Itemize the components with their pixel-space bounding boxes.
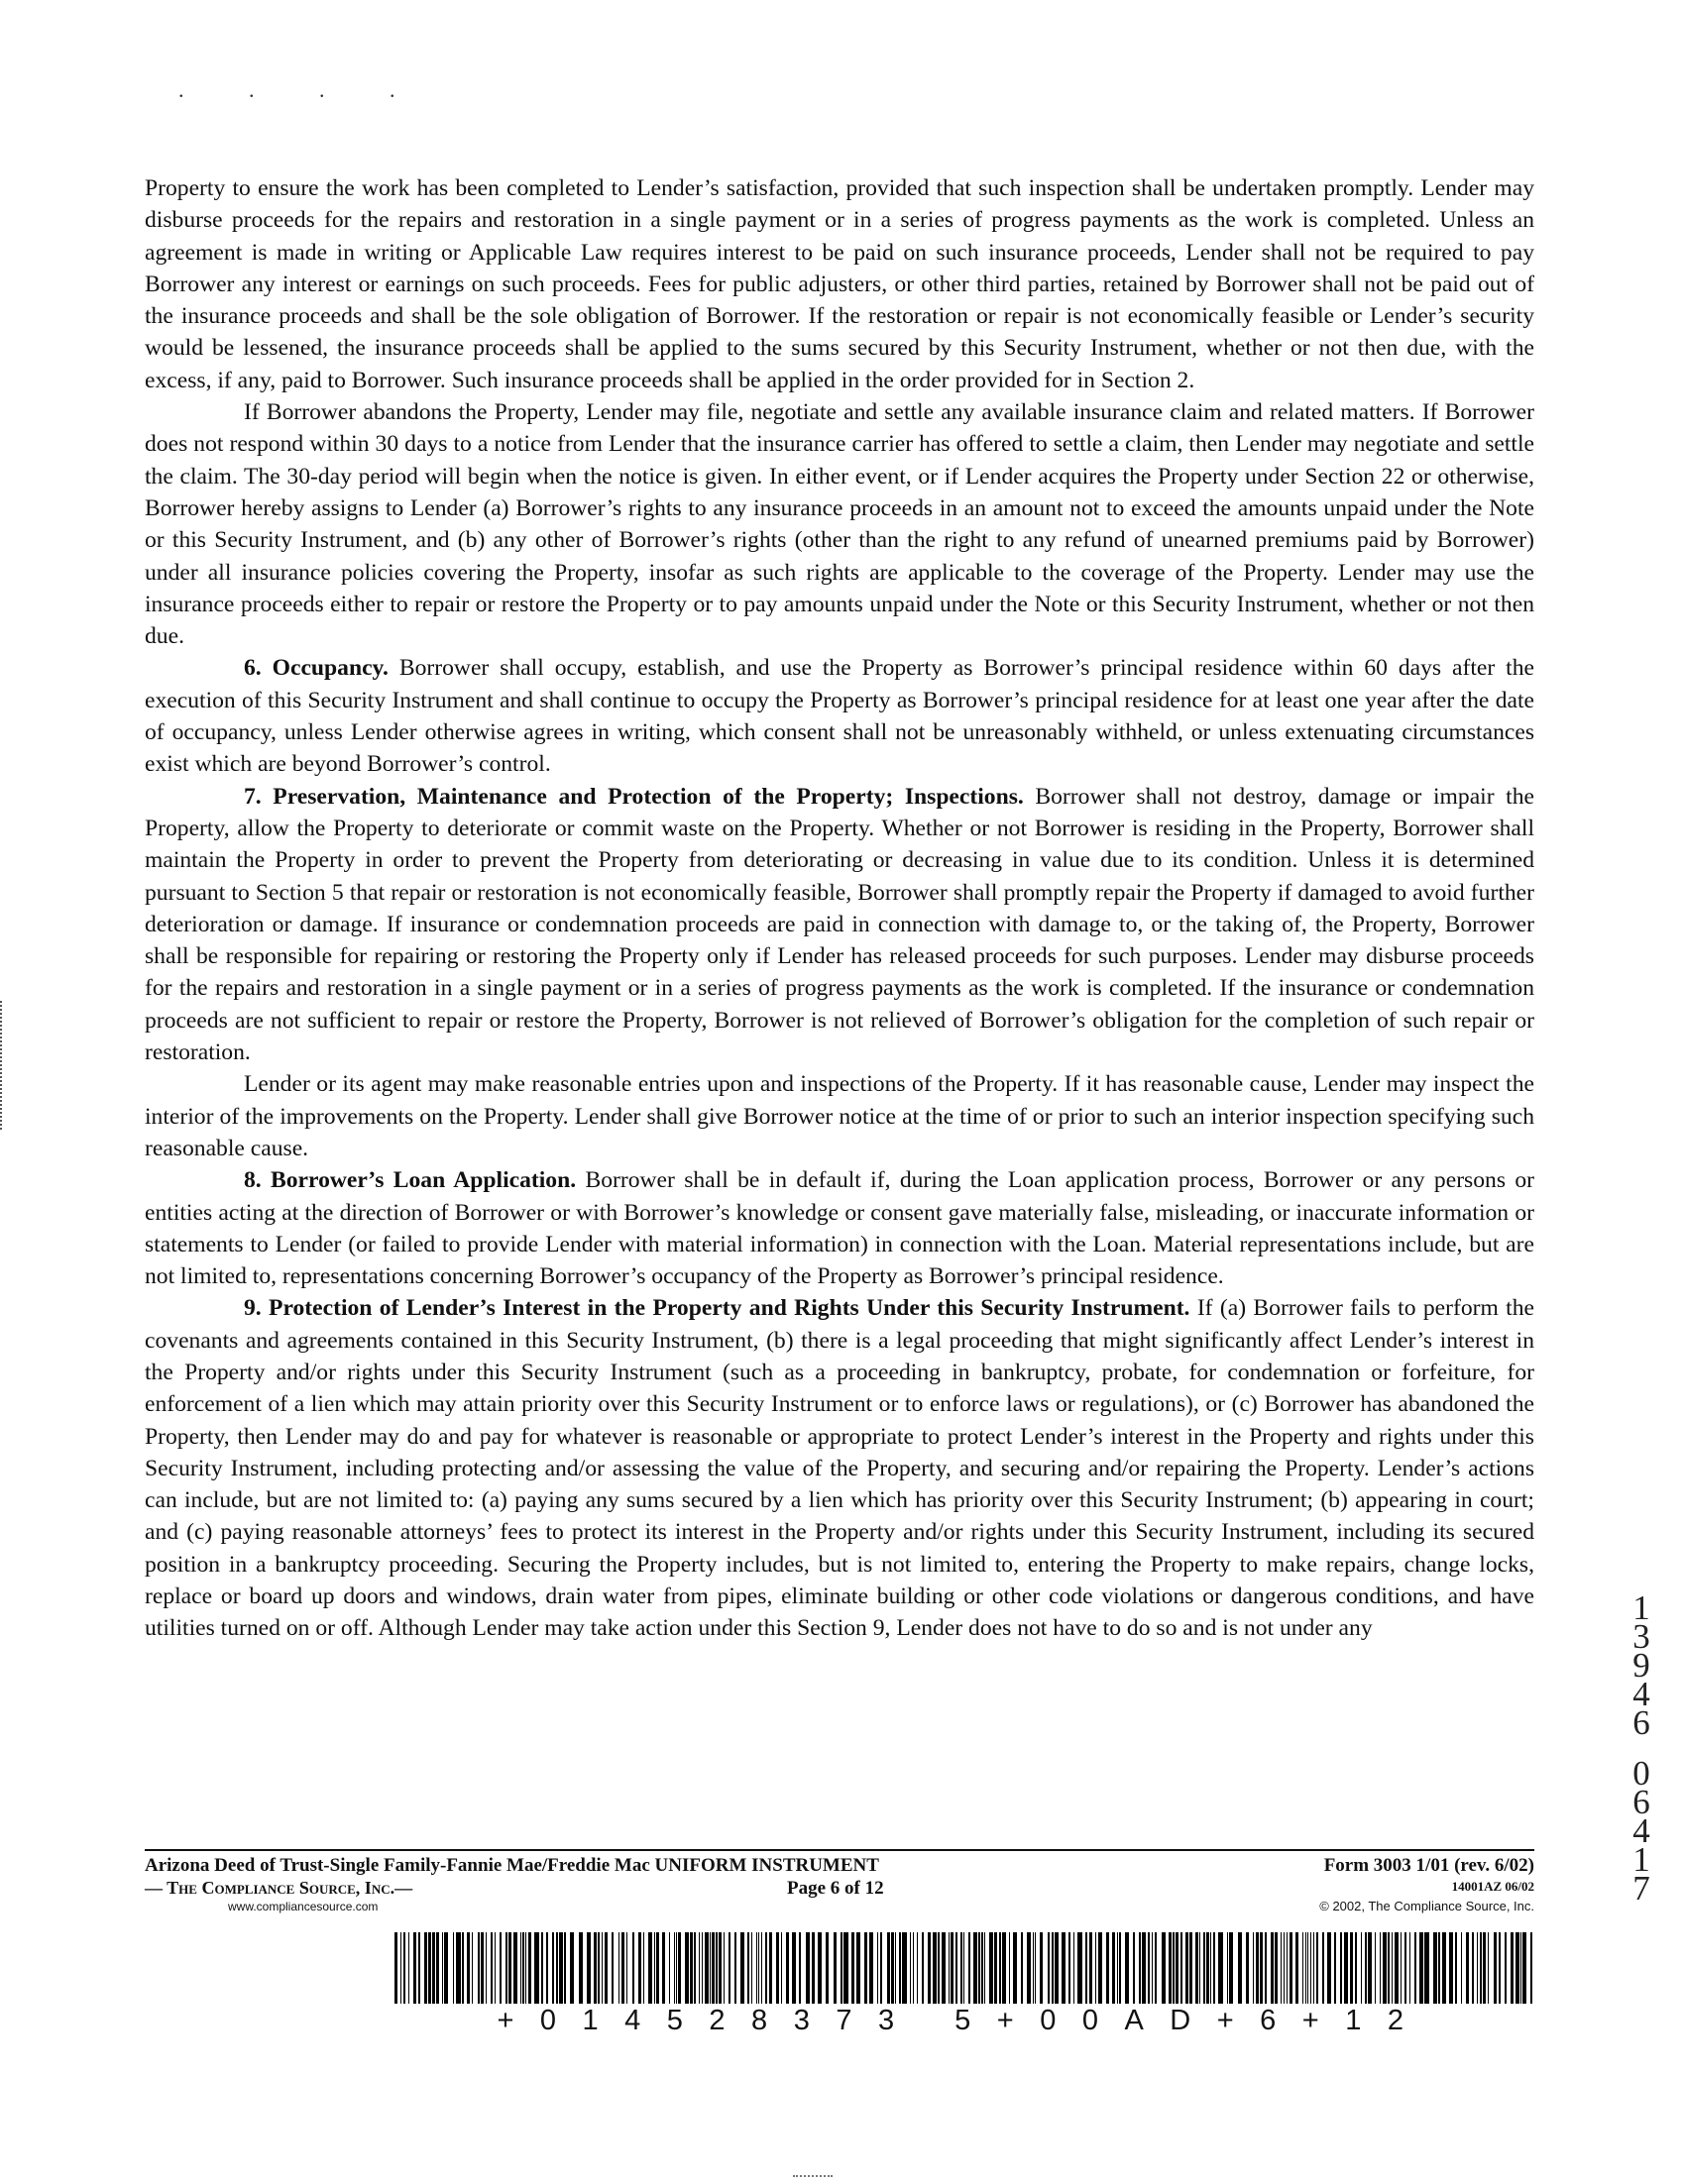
barcode-bar <box>1355 1932 1357 2004</box>
barcode-bar <box>1162 1932 1166 2004</box>
barcode-bar <box>491 1932 493 2004</box>
barcode-bar <box>1340 1932 1342 2004</box>
barcode-bar <box>812 1932 815 2004</box>
barcode-bar <box>1218 1932 1223 2004</box>
barcode-bar <box>1139 1932 1141 2004</box>
barcode-bar <box>638 1932 641 2004</box>
barcode-bar <box>520 1932 521 2004</box>
barcode-bar <box>806 1932 810 2004</box>
barcode-bar <box>740 1932 744 2004</box>
scan-specks: . . . . <box>178 77 425 102</box>
barcode-bar <box>877 1932 878 2004</box>
barcode-bar <box>1313 1932 1314 2004</box>
section-9-protection <box>145 1292 1534 1644</box>
barcode-bar <box>1455 1932 1457 2004</box>
barcode-bar <box>424 1932 427 2004</box>
barcode-bar <box>456 1932 461 2004</box>
barcode-bar <box>984 1932 985 2004</box>
barcode-bar <box>1055 1932 1059 2004</box>
barcode-bar <box>403 1932 405 2004</box>
barcode-bar <box>1395 1932 1399 2004</box>
section-7-text: Borrower shall not destroy, damage or impair the Property, allow the Property to deteriorate or commit waste on the Property. Whether or not Borrower is residing in the Property, Borrower shall maintain the Property in order to prevent the Property from deteriorating or decreasing in value due to its condition. Unless it is determined pursuant to Section 5 that repair or restoration is not economically feasible, Borrower shall promptly repair the Property if damaged to avoid further deterioration or damage. If insurance or condemnation proceeds are paid in connection with damage to, or the taking of, the Property, Borrower shall be responsible for repairing or restoring the Property only if Lender has released proceeds for such purposes. Lender may disburse proceeds for the repairs and restoration in a single payment or in a series of progress payments as the work is completed. If the insurance or condemnation proceeds are not sufficient to repair or restore the Property, Borrower is not relieved of Borrower’s obligation for the completion of such repair or restoration. <box>145 783 1535 1066</box>
barcode-bar <box>1414 1932 1416 2004</box>
barcode-bar <box>841 1932 842 2004</box>
barcode-bar <box>694 1932 696 2004</box>
barcode-bar <box>902 1932 907 2004</box>
barcode-bar <box>556 1932 558 2004</box>
barcode-bar <box>602 1932 603 2004</box>
page-footer <box>145 1855 1534 1914</box>
barcode-bar <box>1095 1932 1096 2004</box>
barcode-bar <box>462 1932 464 2004</box>
barcode-bar <box>1287 1932 1288 2004</box>
barcode-bar <box>598 1932 600 2004</box>
barcode-bar <box>1271 1932 1274 2004</box>
barcode-bar <box>467 1932 470 2004</box>
barcode-bar <box>1210 1932 1211 2004</box>
barcode-bar <box>1365 1932 1367 2004</box>
barcode-bar <box>508 1932 511 2004</box>
barcode-bar <box>960 1932 962 2004</box>
barcode-bar <box>963 1932 964 2004</box>
barcode-bar <box>1048 1932 1050 2004</box>
barcode-bar <box>522 1932 524 2004</box>
barcode-bar <box>1253 1932 1254 2004</box>
barcode-bar <box>1419 1932 1423 2004</box>
barcode-bar <box>632 1932 634 2004</box>
barcode-bar <box>1295 1932 1298 2004</box>
barcode-bar <box>922 1932 924 2004</box>
barcode-bar <box>834 1932 837 2004</box>
barcode-bar <box>895 1932 896 2004</box>
section-6-text: Borrower shall occupy, establish, and use the Property as Borrower’s principal residence within 60 days after the execution of this Security Instrument and shall continue to occupy the Property as Borrower’s principal residence for at least one year after the date of occupancy, unless Lender otherwise agrees in writing, which consent shall not be unreasonably withheld, or unless extenuating circumstances exist which are beyond Borrower’s control. <box>145 655 1534 778</box>
barcode-bar <box>1052 1932 1054 2004</box>
recording-digit: 0 <box>1632 1754 1650 1793</box>
barcode-bar <box>1176 1932 1178 2004</box>
barcode-bar <box>1442 1932 1446 2004</box>
barcode-bar <box>418 1932 420 2004</box>
barcode-text: +014528373 5+00AD+6+12 <box>497 2005 1430 2036</box>
barcode-bar <box>1185 1932 1188 2004</box>
barcode-bar <box>1375 1932 1376 2004</box>
barcode-bar <box>843 1932 848 2004</box>
section-9-text: If (a) Borrower fails to perform the covenants and agreements contained in this Security Instrument, (b) there is a legal proceeding that might significantly affect Lender’s interest in the Property and/or rights under this Security Instrument (such as a proceeding in bankruptcy, probate, for condemnation or forfeiture, for enforcement of a lien which may attain priority over this Security Instrument or to enforce laws or regulations), or (c) Borrower has abandoned the Property, then Lender may do and pay for whatever is reasonable or appropriate to protect Lender’s interest in the Property and rights under this Security Instrument, including protecting and/or assessing the value of the Property, and securing and/or repairing the Property. Lender’s actions can include, but are not limited to: (a) paying any sums secured by a lien which has priority over this Security Instrument; (b) appearing in court; and (c) paying reasonable attorneys’ fees to protect its interest in the Property and/or rights under this Security Instrument, including its secured position in a bankruptcy proceeding. Securing the Property includes, but is not limited to, entering the Property to make repairs, change locks, replace or board up doors and windows, drain water from pipes, eliminate building or other code violations or dangerous conditions, and have utilities turned on or off. Although Lender may take action under this Section 9, Lender does not have to do so and is not under any <box>145 1295 1535 1642</box>
footer-form-title: Arizona Deed of Trust-Single Family-Fannie Mae/Freddie Mac UNIFORM INSTRUMENT <box>145 1855 879 1876</box>
barcode-bar <box>546 1932 548 2004</box>
barcode-bar <box>1305 1932 1306 2004</box>
barcode-bar <box>1085 1932 1087 2004</box>
footer-divider <box>145 1849 1534 1851</box>
barcode-bar <box>1401 1932 1402 2004</box>
barcode-bar <box>981 1932 983 2004</box>
recording-digit: 3 <box>1632 1617 1650 1656</box>
recording-number <box>1627 1588 1656 1908</box>
recording-digit: 1 <box>1632 1588 1650 1627</box>
barcode-bar <box>1195 1932 1198 2004</box>
barcode-bar <box>690 1932 693 2004</box>
barcode-bar <box>478 1932 480 2004</box>
barcode-bar <box>1213 1932 1215 2004</box>
barcode-bar <box>656 1932 659 2004</box>
barcode-bar <box>552 1932 554 2004</box>
barcode-bar <box>587 1932 591 2004</box>
section-7-preservation <box>145 781 1534 1069</box>
barcode-bar <box>481 1932 484 2004</box>
barcode-bar <box>917 1932 918 2004</box>
barcode-bar <box>453 1932 454 2004</box>
barcode-bar <box>1148 1932 1150 2004</box>
barcode-bar <box>1438 1932 1440 2004</box>
barcode-bar <box>891 1932 894 2004</box>
barcode-bar <box>999 1932 1001 2004</box>
barcode-bar <box>1013 1932 1017 2004</box>
barcode-bar <box>626 1932 627 2004</box>
barcode-bar <box>880 1932 882 2004</box>
barcode-bar <box>500 1932 502 2004</box>
section-6-occupancy <box>145 652 1534 780</box>
barcode-bar <box>505 1932 507 2004</box>
barcode-bar <box>769 1932 772 2004</box>
scan-edge-mark <box>793 2175 833 2177</box>
barcode-bar <box>1180 1932 1182 2004</box>
barcode-bar <box>1227 1932 1228 2004</box>
section-9-heading: 9. Protection of Lender’s Interest in the Property and Rights Under this Security Instrument. <box>244 1295 1190 1322</box>
barcode-bar <box>1361 1932 1362 2004</box>
barcode-bar <box>1106 1932 1109 2004</box>
barcode-bar <box>444 1932 448 2004</box>
barcode-bar <box>899 1932 901 2004</box>
barcode-bar <box>1117 1932 1118 2004</box>
barcode-bar <box>1256 1932 1259 2004</box>
barcode-bar <box>1125 1932 1129 2004</box>
barcode-bar <box>938 1932 940 2004</box>
barcode-bar <box>1388 1932 1390 2004</box>
section-8-loan-application <box>145 1164 1534 1292</box>
barcode-bar <box>1505 1932 1507 2004</box>
footer-company: — The Compliance Source, Inc.— <box>145 1878 413 1898</box>
barcode-bar <box>1392 1932 1393 2004</box>
barcode-bar <box>612 1932 614 2004</box>
barcode-bar <box>765 1932 767 2004</box>
recording-digit: 4 <box>1632 1675 1650 1713</box>
barcode-bar <box>1027 1932 1031 2004</box>
barcode-bar <box>428 1932 431 2004</box>
barcode-bar <box>761 1932 762 2004</box>
barcode-bar <box>662 1932 665 2004</box>
barcode-bar <box>605 1932 608 2004</box>
barcode-bar <box>716 1932 718 2004</box>
barcode-bar <box>1068 1932 1070 2004</box>
barcode-bar <box>676 1932 677 2004</box>
barcode-bar <box>1021 1932 1023 2004</box>
barcode-bar <box>1112 1932 1115 2004</box>
barcode-bar <box>699 1932 700 2004</box>
barcode-bar <box>1499 1932 1501 2004</box>
barcode-bar <box>1461 1932 1462 2004</box>
barcode-bar <box>1229 1932 1233 2004</box>
recording-digit: 7 <box>1632 1869 1650 1908</box>
barcode-bar <box>541 1932 543 2004</box>
barcode-bar <box>1077 1932 1082 2004</box>
barcode-bar <box>1073 1932 1074 2004</box>
document-barcode <box>394 1932 1532 2049</box>
barcode-bar <box>1119 1932 1121 2004</box>
barcode-bar <box>1449 1932 1453 2004</box>
paragraph-abandonment: If Borrower abandons the Property, Lender may file, negotiate and settle any available insurance claim and related matters. If Borrower does not respond within 30 days to a notice from Lender that the insurance carrier has offered to settle a claim, then Lender may negotiate and settle the claim. The 30-day period will begin when the notice is given. In either event, or if Lender acquires the Property under Section 22 or otherwise, Borrower hereby assigns to Lender (a) Borrower’s rights to any insurance proceeds in an amount not to exceed the amounts unpaid under the Note or this Security Instrument, and (b) any other of Borrower’s rights (other than the right to any refund of unearned premiums paid by Borrower) under all insurance policies covering the Property, insofar as such rights are applicable to the coverage of the Property. Lender may use the insurance proceeds either to repair or restore the Property or to pay amounts unpaid under the Note or this Security Instrument, whether or not then due. <box>145 399 1534 650</box>
barcode-bar <box>942 1932 946 2004</box>
barcode-bar <box>1062 1932 1066 2004</box>
barcode-bar <box>413 1932 416 2004</box>
barcode-bar <box>1307 1932 1308 2004</box>
barcode-bar <box>654 1932 655 2004</box>
barcode-bar <box>1142 1932 1146 2004</box>
barcode-bar <box>1173 1932 1175 2004</box>
barcode-bar <box>1530 1932 1532 2004</box>
barcode-bar <box>729 1932 730 2004</box>
barcode-bar <box>1433 1932 1437 2004</box>
barcode-bar <box>1472 1932 1474 2004</box>
barcode-bar <box>1284 1932 1285 2004</box>
barcode-bar <box>1327 1932 1331 2004</box>
barcode-bar <box>869 1932 873 2004</box>
barcode-bar <box>710 1932 711 2004</box>
barcode-bar <box>851 1932 854 2004</box>
barcode-bar <box>495 1932 496 2004</box>
barcode-bar <box>719 1932 722 2004</box>
barcode-bar <box>1199 1932 1200 2004</box>
barcode-bar <box>734 1932 736 2004</box>
barcode-bar <box>559 1932 563 2004</box>
section-8-text: Borrower shall be in default if, during the Loan application process, Borrower or any persons or entities acting at the direction of Borrower or with Borrower’s knowledge or consent gave materially false, misleading, or inaccurate information or statements to Lender (or failed to provide Lender with material information) in connection with the Loan. Material representations include, but are not limited to, representations concerning Borrower’s occupancy of the Property as Borrower’s principal residence. <box>145 1167 1534 1290</box>
barcode-bar <box>525 1932 526 2004</box>
paragraph-inspections: Lender or its agent may make reasonable entries upon and inspections of the Property. If it has reasonable cause, Lender may inspect the interior of the improvements on the Property. Lender shall give Borrower notice at the time of or prior to such an interior inspection specifying such reasonable cause. <box>145 1071 1534 1161</box>
section-7-heading: 7. Preservation, Maintenance and Protection of the Property; Inspections. <box>244 783 1024 810</box>
barcode-bar <box>864 1932 867 2004</box>
barcode-bars <box>394 1932 1532 2004</box>
barcode-bar <box>955 1932 957 2004</box>
barcode-bar <box>1246 1932 1249 2004</box>
barcode-bar <box>685 1932 689 2004</box>
recording-digit: 9 <box>1632 1646 1650 1685</box>
barcode-bar <box>432 1932 435 2004</box>
footer-page-number: Page 6 of 12 <box>787 1878 884 1899</box>
barcode-bar <box>818 1932 822 2004</box>
barcode-bar <box>758 1932 759 2004</box>
barcode-bar <box>1035 1932 1036 2004</box>
barcode-bar <box>534 1932 539 2004</box>
barcode-bar <box>570 1932 574 2004</box>
barcode-bar <box>579 1932 583 2004</box>
barcode-bar <box>408 1932 409 2004</box>
barcode-bar <box>594 1932 597 2004</box>
barcode-bar <box>994 1932 997 2004</box>
barcode-bar <box>781 1932 782 2004</box>
section-6-heading: 6. Occupancy. <box>244 655 389 682</box>
barcode-bar <box>751 1932 752 2004</box>
barcode-bar <box>776 1932 779 2004</box>
barcode-bar <box>1409 1932 1410 2004</box>
barcode-bar <box>1275 1932 1278 2004</box>
barcode-bar <box>968 1932 970 2004</box>
barcode-bar <box>1520 1932 1521 2004</box>
barcode-bar <box>913 1932 914 2004</box>
barcode-bar <box>702 1932 703 2004</box>
barcode-bar <box>747 1932 749 2004</box>
barcode-bar <box>1290 1932 1292 2004</box>
barcode-bar <box>1089 1932 1092 2004</box>
barcode-bar <box>400 1932 401 2004</box>
barcode-bar <box>1383 1932 1387 2004</box>
barcode-bar <box>910 1932 911 2004</box>
barcode-bar <box>1483 1932 1486 2004</box>
barcode-bar <box>756 1932 757 2004</box>
barcode-bar <box>1302 1932 1303 2004</box>
barcode-bar <box>1494 1932 1497 2004</box>
barcode-bar <box>1033 1932 1034 2004</box>
recording-digit: 6 <box>1632 1703 1650 1742</box>
barcode-bar <box>989 1932 993 2004</box>
barcode-bar <box>1206 1932 1209 2004</box>
barcode-bar <box>394 1932 397 2004</box>
barcode-bar <box>621 1932 624 2004</box>
barcode-bar <box>1380 1932 1381 2004</box>
barcode-bar <box>643 1932 644 2004</box>
barcode-bar <box>933 1932 937 2004</box>
paragraph-insurance-continued: Property to ensure the work has been completed to Lender’s satisfaction, provided that such inspection shall be undertaken promptly. Lender may disburse proceeds for the repairs and restoration in a single payment or in a series of progress payments as the work is completed. Unless an agreement is made in writing or Applicable Law requires interest to be paid on such insurance proceeds, Lender shall not be required to pay Borrower any interest or earnings on such proceeds. Fees for public adjusters, or other third parties, retained by Borrower shall not be paid out of the insurance proceeds and shall be the sole obligation of Borrower. If the restoration or repair is not economically feasible or Lender’s security would be lessened, the insurance proceeds shall be applied to the sums secured by this Security Instrument, whether or not then due, with the excess, if any, paid to Borrower. Such insurance proceeds shall be applied in the order provided for in Section 2. <box>145 175 1534 393</box>
scan-margin-mark <box>0 1001 5 1130</box>
footer-form-number: Form 3003 1/01 (rev. 6/02) <box>1323 1855 1534 1876</box>
barcode-bar <box>712 1932 715 2004</box>
barcode-bar <box>786 1932 789 2004</box>
barcode-bar <box>1155 1932 1157 2004</box>
barcode-bar <box>1265 1932 1267 2004</box>
barcode-bar <box>528 1932 531 2004</box>
recording-digit: 1 <box>1632 1840 1650 1879</box>
barcode-bar <box>1098 1932 1102 2004</box>
barcode-bar <box>1404 1932 1406 2004</box>
barcode-bar <box>1169 1932 1172 2004</box>
barcode-bar <box>486 1932 487 2004</box>
barcode-bar <box>442 1932 443 2004</box>
barcode-bar <box>887 1932 890 2004</box>
barcode-bar <box>856 1932 860 2004</box>
barcode-bar <box>1334 1932 1336 2004</box>
barcode-bar <box>792 1932 796 2004</box>
barcode-bar <box>1203 1932 1205 2004</box>
barcode-bar <box>799 1932 801 2004</box>
barcode-bar <box>1260 1932 1263 2004</box>
recording-digit: 4 <box>1632 1811 1650 1850</box>
barcode-bar <box>669 1932 670 2004</box>
section-8-heading: 8. Borrower’s Loan Application. <box>244 1167 577 1194</box>
barcode-bar <box>928 1932 931 2004</box>
barcode-bar <box>1316 1932 1318 2004</box>
barcode-bar <box>949 1932 950 2004</box>
barcode-bar <box>1189 1932 1192 2004</box>
barcode-bar <box>1152 1932 1153 2004</box>
barcode-bar <box>1133 1932 1135 2004</box>
barcode-bar <box>513 1932 517 2004</box>
barcode-bar <box>1238 1932 1242 2004</box>
document-body <box>145 172 1534 1645</box>
barcode-bar <box>618 1932 619 2004</box>
barcode-bar <box>951 1932 954 2004</box>
footer-copyright: © 2002, The Compliance Source, Inc. <box>1319 1899 1534 1913</box>
barcode-bar <box>1424 1932 1429 2004</box>
barcode-bar <box>1310 1932 1311 2004</box>
barcode-bar <box>1281 1932 1282 2004</box>
barcode-bar <box>1515 1932 1519 2004</box>
barcode-bar <box>1002 1932 1006 2004</box>
barcode-bar <box>1322 1932 1324 2004</box>
footer-website: www.compliancesource.com <box>228 1900 379 1913</box>
barcode-bar <box>472 1932 473 2004</box>
barcode-bar <box>674 1932 675 2004</box>
barcode-bar <box>1350 1932 1353 2004</box>
barcode-bar <box>436 1932 439 2004</box>
barcode-bar <box>826 1932 829 2004</box>
barcode-bar <box>1466 1932 1469 2004</box>
barcode-bar <box>1009 1932 1010 2004</box>
barcode-bar <box>1488 1932 1489 2004</box>
barcode-bar <box>1480 1932 1482 2004</box>
barcode-bar <box>1040 1932 1043 2004</box>
barcode-bar <box>705 1932 709 2004</box>
barcode-bar <box>1522 1932 1526 2004</box>
barcode-bar <box>648 1932 652 2004</box>
recording-digit: 6 <box>1632 1783 1650 1821</box>
barcode-bar <box>1344 1932 1348 2004</box>
barcode-bar <box>678 1932 681 2004</box>
barcode-bar <box>1477 1932 1478 2004</box>
barcode-bar <box>1511 1932 1514 2004</box>
footer-form-code: 14001AZ 06/02 <box>1451 1879 1534 1894</box>
barcode-bar <box>1368 1932 1372 2004</box>
barcode-bar <box>724 1932 725 2004</box>
barcode-bar <box>973 1932 977 2004</box>
barcode-bar <box>978 1932 980 2004</box>
barcode-bar <box>564 1932 566 2004</box>
